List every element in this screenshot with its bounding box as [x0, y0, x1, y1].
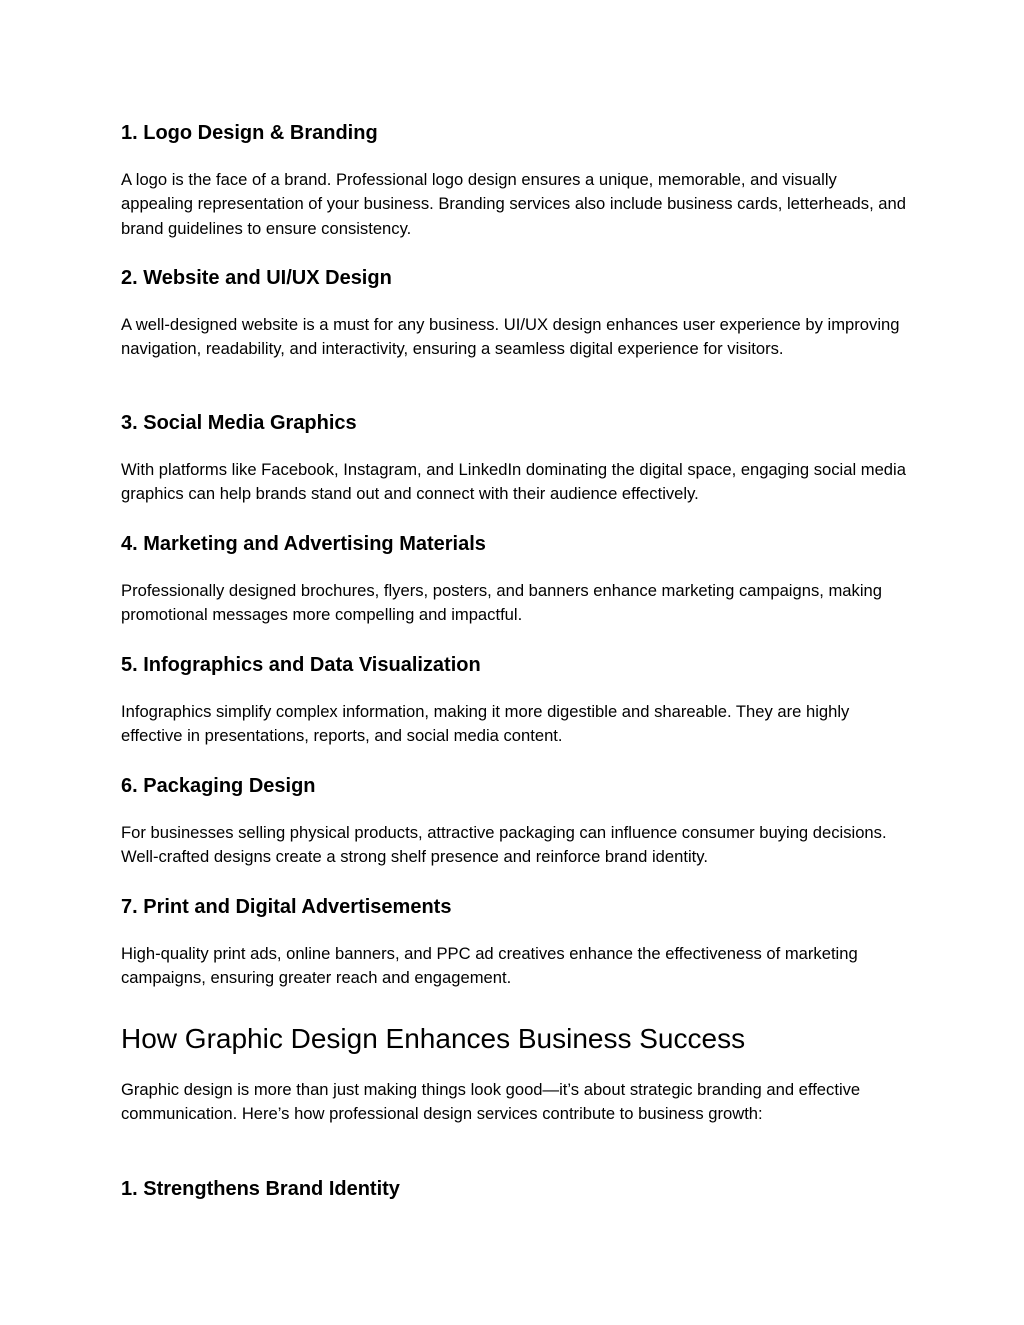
section-heading-social-media: 3. Social Media Graphics [121, 412, 357, 434]
intro-paragraph: Graphic design is more than just making things look good—it’s about strategic branding and effective communication. Here’s how professional design services contribute to business growth: [121, 1080, 861, 1124]
section-heading-infographics: 5. Infographics and Data Visualization [121, 654, 481, 676]
subheading-brand-identity: 1. Strengthens Brand Identity [121, 1178, 400, 1200]
section-body-infographics: Infographics simplify complex information, making it more digestible and shareable. They are highly effective in presentations, reports, and social media content. [121, 702, 850, 746]
section-heading-advertisements: 7. Print and Digital Advertisements [121, 896, 452, 918]
section-heading-packaging: 6. Packaging Design [121, 775, 316, 797]
main-heading: How Graphic Design Enhances Business Success [121, 1023, 746, 1054]
section-body-advertisements: High-quality print ads, online banners, and PPC ad creatives enhance the effectiveness of marketing campaigns, ensuring greater reach and engagement. [121, 944, 858, 988]
section-heading-marketing: 4. Marketing and Advertising Materials [121, 533, 486, 555]
section-heading-logo-design: 1. Logo Design & Branding [121, 122, 378, 144]
section-body-social-media: With platforms like Facebook, Instagram, and LinkedIn dominating the digital space, engaging social media graphics can help brands stand out and connect with their audience effectively. [121, 460, 906, 504]
section-body-website-design: A well-designed website is a must for any business. UI/UX design enhances user experience by improving navigation, readability, and interactivity, ensuring a seamless digital experience for visitors. [121, 315, 900, 359]
section-body-logo-design: A logo is the face of a brand. Professional logo design ensures a unique, memorable, and visually appealing representation of your business. Branding services also include business cards, letterheads, and brand guidelines to ensure consistency. [121, 170, 906, 238]
section-body-marketing: Professionally designed brochures, flyers, posters, and banners enhance marketing campaigns, making promotional messages more compelling and impactful. [121, 581, 882, 625]
section-body-packaging: For businesses selling physical products, attractive packaging can influence consumer buying decisions. Well-crafted designs create a strong shelf presence and reinforce brand identity. [121, 823, 887, 867]
section-heading-website-design: 2. Website and UI/UX Design [121, 267, 392, 289]
